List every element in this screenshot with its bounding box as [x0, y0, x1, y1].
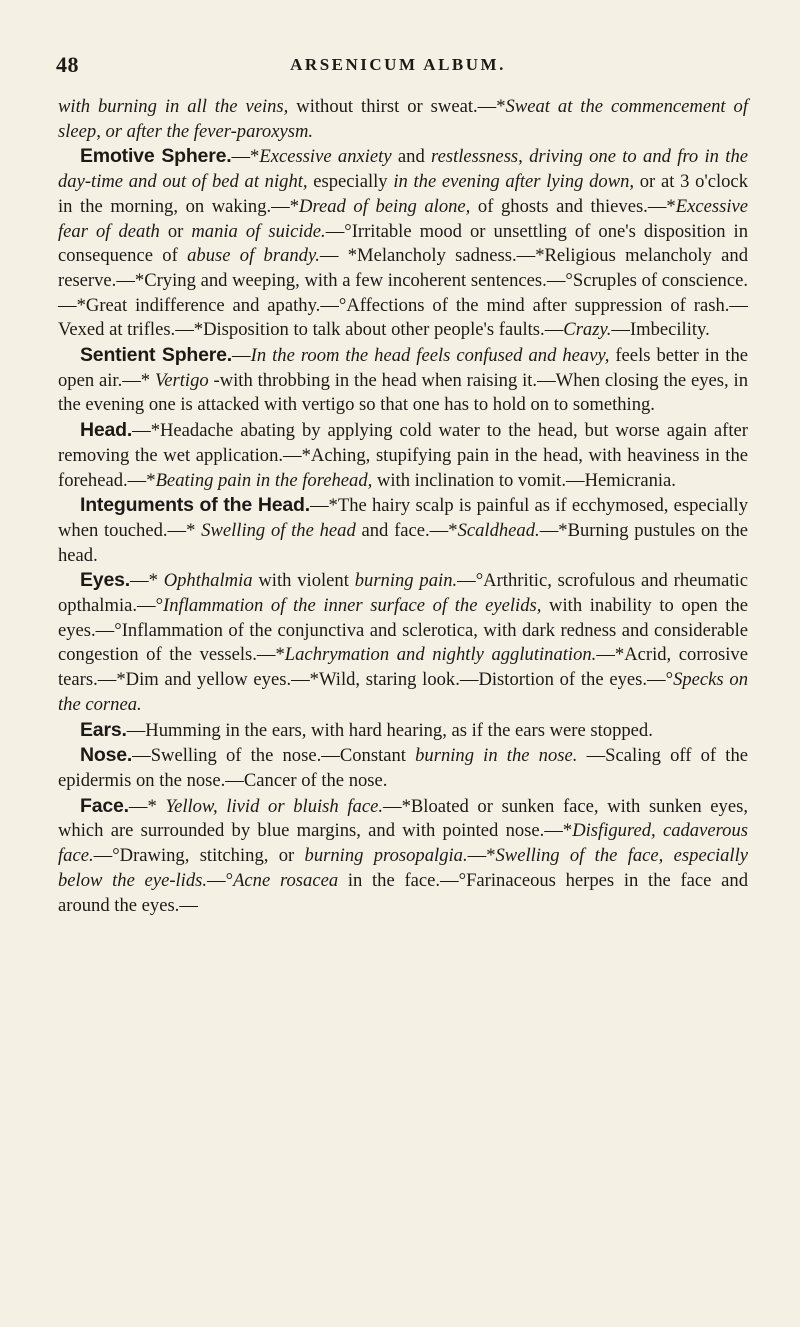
text-run: —*Burning pustules on the head. — [58, 519, 748, 566]
text-run: —*Acrid, corrosive tears.—*Dim and yellow eyes.—*Wild, staring look.—Distortion of the eyes.—° — [58, 644, 748, 691]
italic-text: restlessness, driving one to and fro in the day-time and out of bed at night, — [58, 146, 748, 193]
text-run: —* — [467, 845, 496, 867]
italic-text: Swelling of the face, especially below the eye-lids. — [58, 845, 748, 891]
text-run: —*Headache abating by applying cold water to the head, but worse again after removing the wet application.—*Aching, stupifying pain in the head, with heaviness in the forehead.—* — [58, 420, 748, 491]
section-heading: Head. — [80, 419, 133, 442]
paragraph — [58, 418, 748, 493]
text-run: —* — [231, 146, 260, 168]
italic-text: burning pain. — [354, 570, 458, 592]
text-run: —°Drawing, stitching, or — [93, 845, 305, 867]
text-run: in the face.—°Farinaceous herpes in the face and around the eyes.— — [58, 869, 748, 916]
text-run: of ghosts and thieves.—* — [470, 195, 676, 217]
italic-text: Swelling of the head — [201, 519, 356, 541]
text-run: —*Bloated or sunken face, with sunken eyes, which are surrounded by blue margins, and with pointed nose.—* — [58, 795, 748, 842]
text-run: —Swelling of the nose.—Constant — [132, 745, 416, 767]
italic-text: Dread of being alone, — [299, 195, 471, 217]
italic-text: in the evening after lying down, — [393, 171, 635, 193]
section-heading: Sentient Sphere. — [80, 344, 233, 367]
italic-text: Crazy. — [563, 319, 612, 341]
text-run: or at 3 o'clock in the morning, on waking.—* — [58, 171, 748, 217]
section-heading: Integuments of the Head. — [80, 494, 310, 517]
italic-text: abuse of brandy. — [187, 245, 320, 267]
text-run: — — [232, 345, 251, 367]
italic-text: Inflammation of the inner surface of the eyelids, — [163, 595, 542, 617]
italic-text: burning in the nose. — [415, 745, 578, 767]
text-run: — *Melancholy sadness.—*Religious melancholy and reserve.—*Crying and weeping, with a few incoherent sentences.—°Scruples of conscience.—*Great indifference and apathy.—°Affections of the mind after suppression of rash.—Vexed at trifles.—*Disposition to talk about other people's faults.— — [58, 245, 748, 341]
body-text — [58, 95, 748, 918]
text-run: and — [391, 146, 432, 168]
text-run: with inability to open the eyes.—°Inflammation of the conjunctiva and sclerotica, with dark redness and considerable congestion of the vessels.—* — [58, 595, 748, 666]
italic-text: Yellow, livid or bluish face. — [165, 795, 384, 817]
text-run: —* — [129, 570, 164, 592]
italic-text: Lachrymation and nightly agglutination. — [284, 644, 597, 666]
italic-text: mania of suicide. — [191, 220, 326, 242]
section-heading: Ears. — [80, 718, 127, 741]
text-run: —°Irritable mood or unsettling of one's disposition in consequence of — [58, 220, 748, 267]
text-run: -with throbbing in the head when raising it.—When closing the eyes, in the evening one is attacked with vertigo so that one has to hold on to something. — [58, 369, 748, 416]
paragraph — [58, 568, 748, 717]
text-run: especially — [307, 171, 394, 193]
italic-text: Scaldhead. — [457, 519, 540, 541]
text-run: or — [159, 220, 192, 242]
italic-text: Sweat at the commencement of sleep, or after the fever-paroxysm. — [58, 96, 748, 142]
italic-text: Ophthalmia — [163, 570, 253, 592]
text-run: with violent — [252, 570, 355, 592]
paragraph — [58, 95, 748, 144]
text-run: —*The hairy scalp is painful as if ecchymosed, especially when touched.—* — [58, 495, 748, 541]
paragraph — [58, 493, 748, 568]
italic-text: Excessive anxiety — [259, 146, 392, 168]
italic-text: burning prosopalgia. — [304, 845, 468, 867]
italic-text: Beating pain in the forehead, — [155, 469, 373, 491]
text-run: —Scaling off of the epidermis on the nose.—Cancer of the nose. — [58, 745, 748, 791]
running-head: ARSENICUM ALBUM. — [290, 55, 506, 74]
text-run: —* — [128, 795, 166, 817]
italic-text: Excessive fear of death — [58, 195, 748, 242]
section-heading: Eyes. — [80, 569, 130, 592]
italic-text: Specks on the cornea. — [58, 669, 748, 715]
paragraph — [58, 343, 748, 418]
paragraph — [58, 144, 748, 343]
section-heading: Face. — [80, 794, 129, 817]
text-run: —Imbecility. — [611, 319, 710, 341]
paragraph — [58, 794, 748, 919]
paragraph — [58, 743, 748, 793]
text-run: with inclination to vomit.—Hemicrania. — [372, 469, 676, 491]
italic-text: Acne rosacea — [233, 869, 339, 891]
italic-text: Vertigo — [154, 369, 209, 391]
text-run: —°Arthritic, scrofulous and rheumatic opthalmia.—° — [58, 570, 748, 617]
text-run: and face.—* — [355, 519, 458, 541]
text-run: —° — [207, 869, 234, 891]
page-number: 48 — [56, 52, 79, 77]
text-run: without thirst or sweat.—* — [288, 96, 506, 117]
italic-text: with burning in all the veins, — [58, 96, 289, 117]
section-heading: Nose. — [80, 744, 133, 767]
italic-text: In the room the head feels confused and heavy, — [250, 345, 610, 367]
italic-text: Disfigured, cadaverous face. — [58, 820, 748, 867]
text-run: —Humming in the ears, with hard hearing, as if the ears were stopped. — [126, 719, 653, 741]
paragraph — [58, 718, 748, 744]
section-heading: Emotive Sphere. — [80, 145, 232, 168]
text-run: feels better in the open air.—* — [58, 345, 748, 391]
page-header — [56, 52, 740, 82]
